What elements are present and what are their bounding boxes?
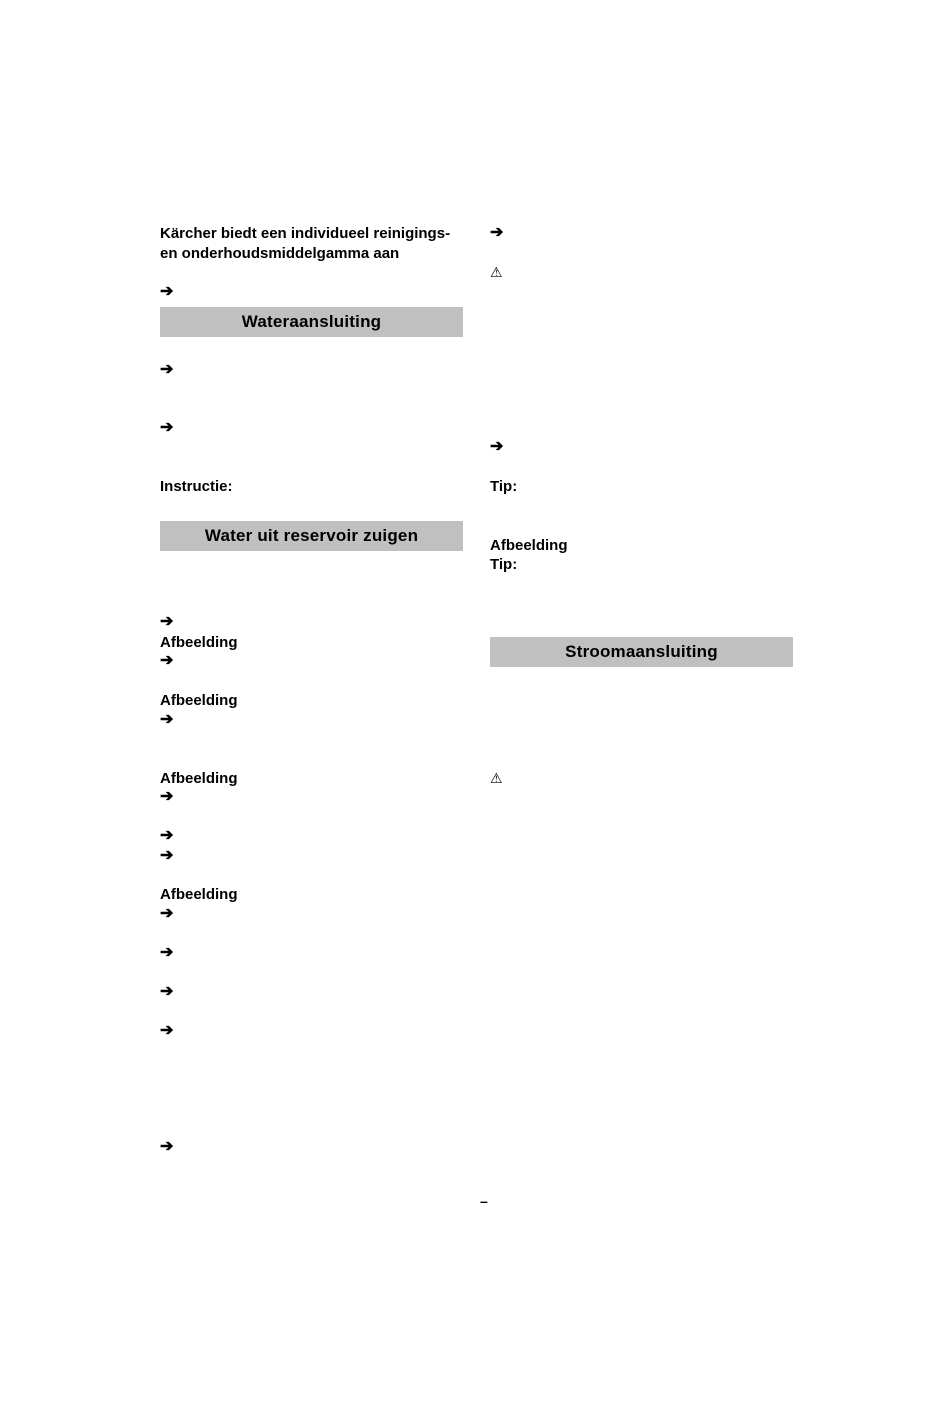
arrow-icon: ➔: [160, 847, 174, 864]
intro-text: Kärcher biedt een individueel reinigings- en onderhoudsmiddelgamma aan: [160, 225, 451, 262]
arrow-icon: ➔: [160, 419, 174, 436]
figure-label: Afbeelding: [160, 692, 238, 709]
arrow-icon: ➔: [160, 613, 174, 630]
arrow-icon: ➔: [160, 905, 174, 922]
figure-label: Afbeelding: [160, 634, 238, 651]
figure-label: Afbeelding: [160, 770, 238, 787]
page-number-marker: –: [480, 1193, 488, 1209]
section-heading-power-connection: Stroomaansluiting: [490, 637, 793, 667]
section-heading-suction: Water uit reservoir zuigen: [160, 521, 463, 551]
arrow-icon: ➔: [160, 283, 174, 300]
section-heading-water-connection: Wateraansluiting: [160, 307, 463, 337]
tip-label: Tip:: [490, 556, 518, 573]
arrow-icon: ➔: [490, 224, 504, 241]
figure-label: Afbeelding: [160, 886, 238, 903]
arrow-icon: ➔: [160, 652, 174, 669]
warning-icon: ⚠: [490, 770, 503, 786]
arrow-icon: ➔: [160, 827, 174, 844]
warning-icon: ⚠: [490, 264, 503, 280]
arrow-icon: ➔: [160, 944, 174, 961]
instruction-label: Instructie:: [160, 478, 233, 495]
arrow-icon: ➔: [160, 361, 174, 378]
tip-label: Tip:: [490, 478, 518, 495]
arrow-icon: ➔: [490, 438, 504, 455]
figure-label: Afbeelding: [490, 537, 568, 554]
arrow-icon: ➔: [160, 711, 174, 728]
arrow-icon: ➔: [160, 1138, 174, 1155]
arrow-icon: ➔: [160, 788, 174, 805]
arrow-icon: ➔: [160, 1022, 174, 1039]
arrow-icon: ➔: [160, 983, 174, 1000]
